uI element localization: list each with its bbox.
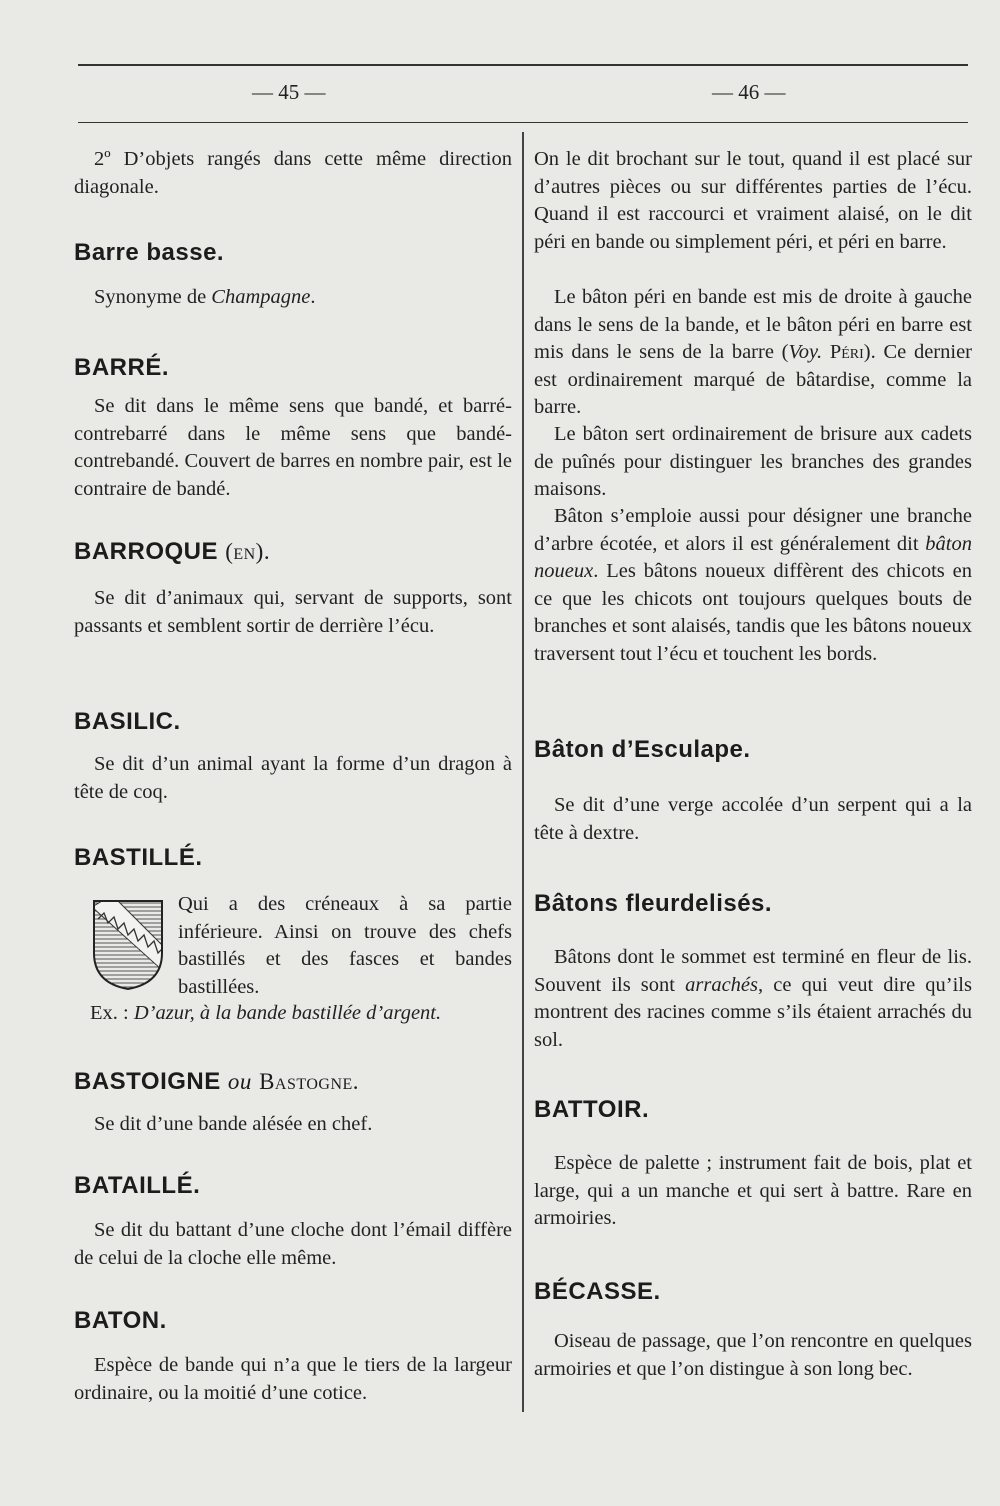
paragraph-baton-2: Le bâton péri en bande est mis de droite à gauche dans le sens de la bande, et le bâton péri en barre est mis dans le sens de la barre (Voy. Péri). Ce dernier est ordinairement marqué de bâtardise, comme la barre. xyxy=(534,286,972,418)
entry-title-barre-basse: Barre basse. xyxy=(74,239,225,266)
entry-text-bastoigne: Se dit d’une bande alésée en chef. xyxy=(94,1113,373,1135)
entry-title-barroque: BARROQUE (en). xyxy=(74,538,271,565)
header-rule xyxy=(78,122,968,123)
entry-text-esculape: Se dit d’une verge accolée d’un serpent qui a la tête à dextre. xyxy=(534,794,972,844)
entry-example-bastille: Ex. : D’azur, à la bande bastillée d’argent. xyxy=(90,1002,442,1024)
entry-text-becasse: Oiseau de passage, que l’on rencontre en quelques armoiries et que l’on distingue à son long bec. xyxy=(534,1330,972,1380)
page-number-right: — 46 — xyxy=(712,80,786,104)
entry-title-fleurdelises: Bâtons fleurdelisés. xyxy=(534,890,773,917)
entry-text-battoir: Espèce de palette ; instrument fait de bois, plat et large, qui a un manche et qui sert à battre. Rare en armoiries. xyxy=(534,1152,972,1229)
entry-text-barre: Se dit dans le même sens que bandé, et barré-contrebarré dans le même sens que bandé-contrebandé. Couvert de barres en nombre pair, est le contraire de bandé. xyxy=(74,395,512,500)
entry-title-bastille: BASTILLÉ. xyxy=(74,844,203,871)
entry-title-battoir: BATTOIR. xyxy=(534,1096,650,1123)
page-number-left: — 45 — xyxy=(252,80,326,104)
entry-text-fleurdelises: Bâtons dont le sommet est terminé en fleur de lis. Souvent ils sont arrachés, ce qui veut dire qu’ils montrent des racines comme s’ils étaient arrachés du sol. xyxy=(534,946,972,1051)
entry-title-baton: BATON. xyxy=(74,1307,167,1334)
paragraph-baton-1: On le dit brochant sur le tout, quand il est placé sur d’autres pièces ou sur différentes parties de l’écu. Quand il est raccourci et vraiment alaisé, on le dit péri en bande ou simplement péri, et péri en barre. xyxy=(534,148,972,253)
entry-title-esculape: Bâton d’Esculape. xyxy=(534,736,751,763)
entry-title-bataille: BATAILLÉ. xyxy=(74,1172,201,1199)
paragraph-baton-3: Le bâton sert ordinairement de brisure aux cadets de puînés pour distinguer les branches des grandes maisons. xyxy=(534,423,972,500)
entry-text-bastille: Qui a des créneaux à sa partie inférieure. Ainsi on trouve des chefs bastillés et des fasces et bandes bastillées. xyxy=(178,893,512,998)
entry-title-basilic: BASILIC. xyxy=(74,708,181,735)
paragraph-continuation: 2º D’objets rangés dans cette même direction diagonale. xyxy=(74,148,512,198)
entry-title-barre: BARRÉ. xyxy=(74,354,170,381)
entry-title-bastoigne: BASTOIGNE ou Bastogne. xyxy=(74,1068,360,1095)
entry-text-baton: Espèce de bande qui n’a que le tiers de la largeur ordinaire, ou la moitié d’une cotice. xyxy=(74,1354,512,1404)
top-rule xyxy=(78,64,968,66)
paragraph-baton-4: Bâton s’emploie aussi pour désigner une branche d’arbre écotée, et alors il est généralement dit bâton noueux. Les bâtons noueux diffèrent des chicots en ce que les chicots ont toujours quelques bouts de branches et sont alaisés, tandis que les bâtons noueux traversent tout l’écu et touchent les bords. xyxy=(534,505,972,665)
entry-text-bataille: Se dit du battant d’une cloche dont l’émail diffère de celui de la cloche elle même. xyxy=(74,1219,512,1269)
entry-title-becasse: BÉCASSE. xyxy=(534,1278,661,1305)
coat-of-arms-shield-icon xyxy=(90,897,166,991)
column-divider xyxy=(522,132,524,1412)
entry-text-basilic: Se dit d’un animal ayant la forme d’un dragon à tête de coq. xyxy=(74,753,512,803)
entry-text-barroque: Se dit d’animaux qui, servant de supports, sont passants et semblent sortir de derrière l’écu. xyxy=(74,587,512,637)
entry-text-barre-basse: Synonyme de Champagne. xyxy=(94,286,316,308)
